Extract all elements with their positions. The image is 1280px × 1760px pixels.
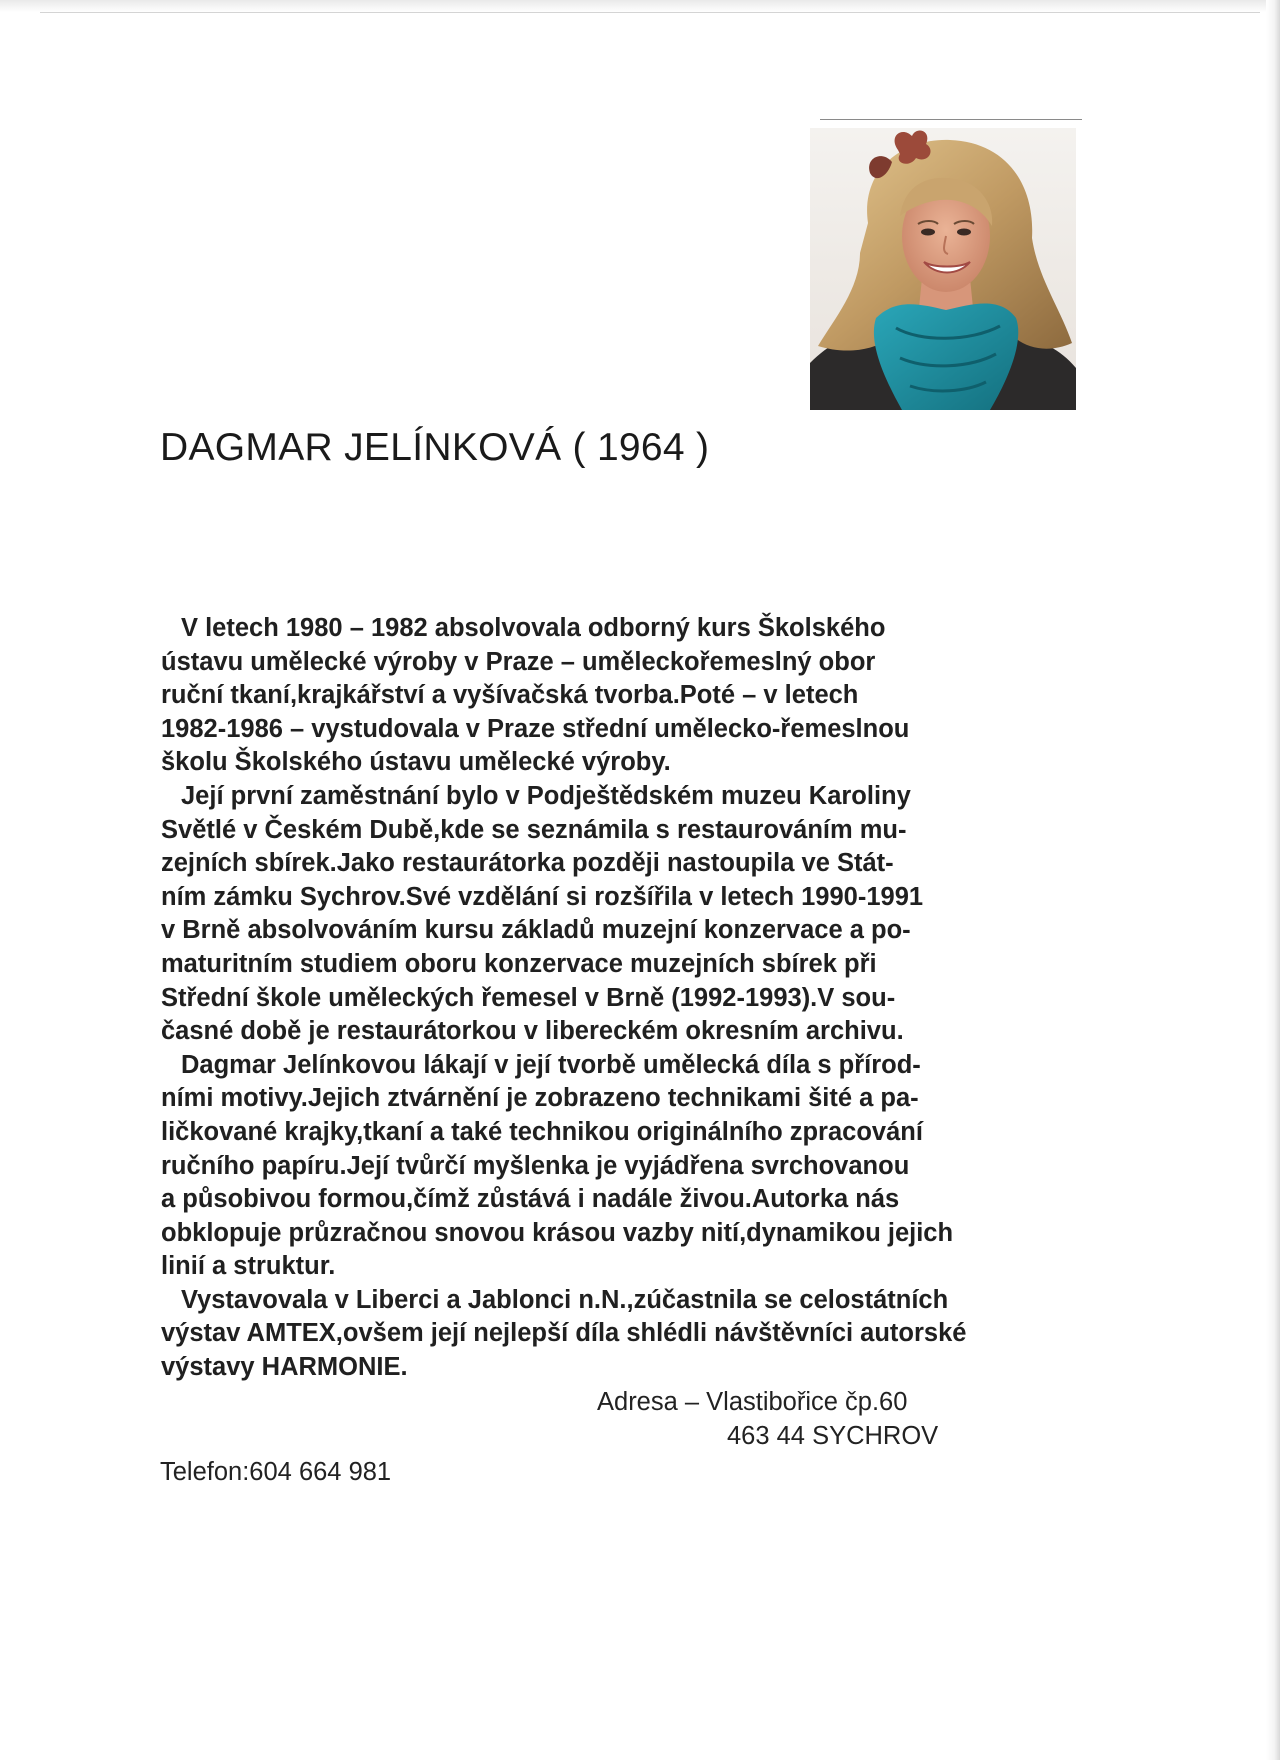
bio-line: výstav AMTEX,ovšem její nejlepší díla shlédli návštěvníci autorské: [161, 1319, 967, 1348]
scan-edge-right: [1266, 0, 1280, 1760]
bio-line: Její první zaměstnání bylo v Podještědském muzeu Karoliny: [181, 781, 911, 810]
bio-line: Dagmar Jelínkovou lákají v její tvorbě umělecká díla s přírod-: [181, 1050, 921, 1079]
bio-line: v Brně absolvováním kursu základů muzejní konzervace a po-: [161, 916, 911, 945]
bio-line: Světlé v Českém Dubě,kde se seznámila s restaurováním mu-: [161, 815, 907, 844]
bio-line: a působivou formou,čímž zůstává i nadále živou.Autorka nás: [161, 1185, 900, 1214]
right-eye: [957, 229, 971, 236]
bio-line: ruční tkaní,krajkářství a vyšívačská tvorba.Poté – v letech: [161, 681, 859, 710]
bio-line: ústavu umělecké výroby v Praze – uměleckořemeslný obor: [161, 647, 876, 676]
address-line-1: Adresa – Vlastibořice čp.60: [597, 1388, 908, 1416]
bio-line: zejních sbírek.Jako restaurátorka později nastoupila ve Stát-: [161, 849, 894, 878]
bio-line: školu Školského ústavu umělecké výroby.: [161, 748, 671, 777]
bio-line: Vystavovala v Liberci a Jablonci n.N.,zúčastnila se celostátních: [181, 1285, 949, 1314]
left-eye: [921, 229, 935, 236]
biography-text: [161, 612, 1081, 1385]
bio-line: ním zámku Sychrov.Své vzdělání si rozšířila v letech 1990-1991: [161, 882, 924, 911]
bio-line: obklopuje průzračnou snovou krásou vazby nití,dynamikou jejich: [161, 1218, 954, 1247]
address-line-2: 463 44 SYCHROV: [727, 1422, 939, 1450]
scarf-shape: [874, 304, 1018, 411]
photo-top-rule: [820, 119, 1082, 120]
bio-line: 1982-1986 – vystudovala v Praze střední umělecko-řemeslnou: [161, 714, 910, 743]
portrait-photo: [810, 128, 1076, 410]
hair-bow-shape: [895, 130, 931, 163]
bio-line: Střední škole uměleckých řemesel v Brně (1992-1993).V sou-: [161, 983, 896, 1012]
bio-line: ručního papíru.Její tvůrčí myšlenka je vyjádřena svrchovanou: [161, 1151, 910, 1180]
bio-line: maturitním studiem oboru konzervace muzejních sbírek při: [161, 949, 877, 978]
bio-line: ličkované krajky,tkaní a také technikou originálního zpracování: [161, 1117, 923, 1146]
bio-line: časné době je restaurátorkou v libereckém okresním archivu.: [161, 1017, 904, 1046]
bio-line: V letech 1980 – 1982 absolvovala odborný kurs Školského: [181, 614, 886, 642]
page-title: DAGMAR JELÍNKOVÁ ( 1964 ): [160, 426, 710, 469]
scan-rule-top: [40, 12, 1260, 13]
scan-edge-top: [0, 0, 1280, 12]
bio-line: ními motivy.Jejich ztvárnění je zobrazeno technikami šité a pa-: [161, 1084, 919, 1113]
bio-line: výstavy HARMONIE.: [161, 1353, 408, 1382]
bio-line: linií a struktur.: [161, 1252, 336, 1281]
portrait-photo-icon: [810, 128, 1076, 410]
phone-number: Telefon:604 664 981: [160, 1458, 392, 1486]
